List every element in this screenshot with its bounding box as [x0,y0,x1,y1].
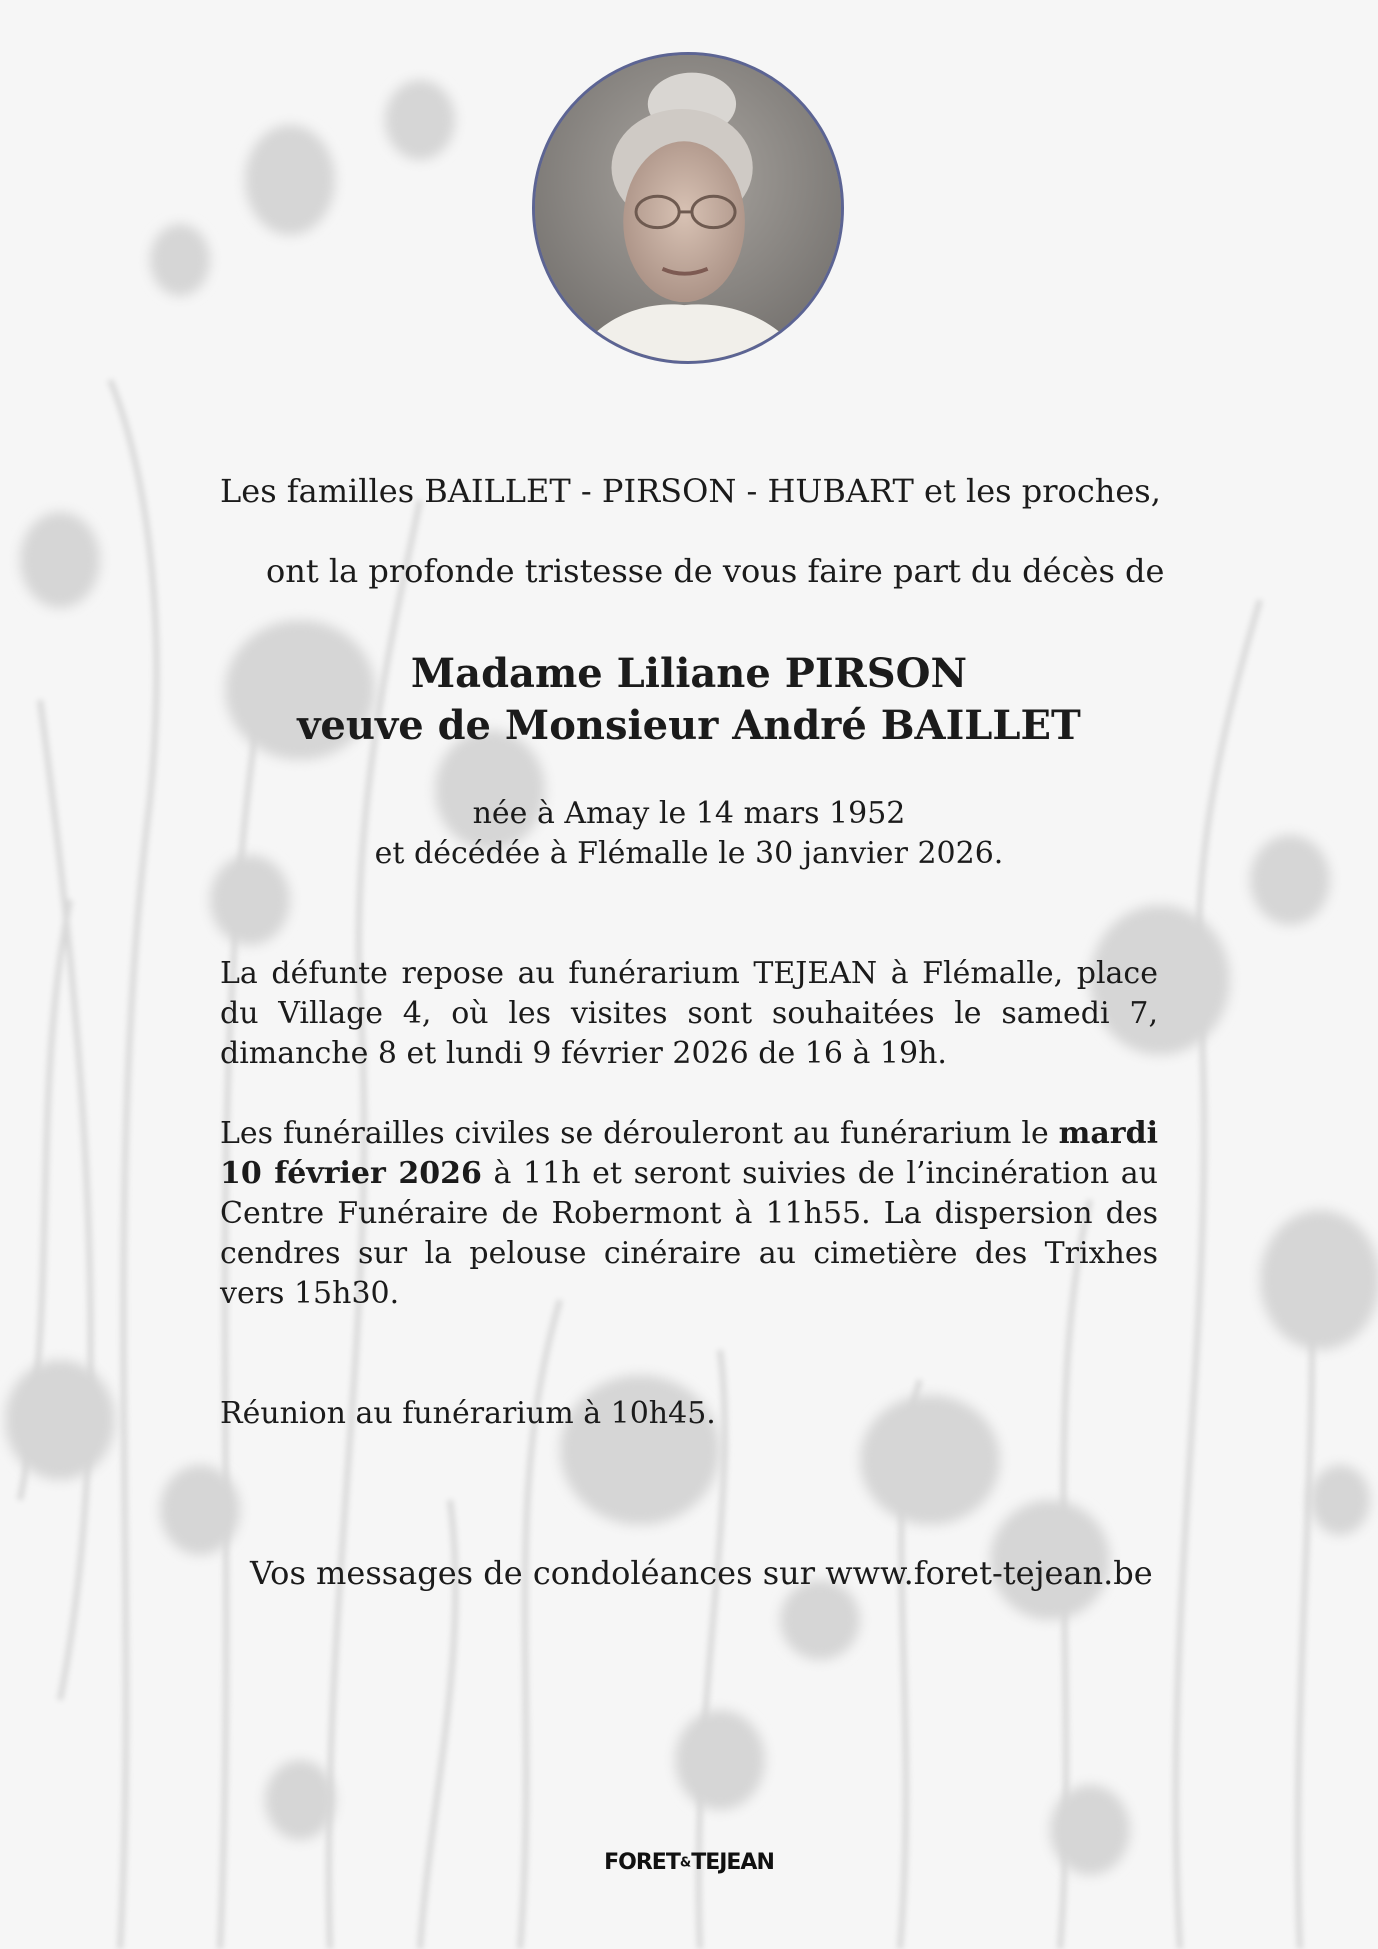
spouse-line: veuve de Monsieur André BAILLET [297,702,1081,749]
logo-right: TEJEAN [691,1850,774,1875]
funeral-date: mardi 10 février 2026 [220,1116,1158,1191]
portrait-photo [532,52,844,364]
logo-left: FORET [604,1850,680,1875]
funeral-text-end: à 11h et seront suivies de l’incinération au Centre Funéraire de Robermont à 11h55. La dispersion des cendres sur la pelouse cinéraire au cimetière des Trixhes vers 15h30. [220,1156,1158,1311]
announcement-line: ont la profonde tristesse de vous faire part du décès de [266,552,1165,590]
deceased-name: Madame Liliane PIRSON [410,650,968,697]
logo-ampersand: & [679,1855,692,1871]
death-line: et décédée à Flémalle le 30 janvier 2026. [374,836,1004,871]
funeral-text-start: Les funérailles civiles se dérouleront au funérarium le [220,1116,1049,1151]
funeral-paragraph [220,1114,1158,1314]
visits-paragraph: La défunte repose au funérarium TEJEAN à Flémalle, place du Village 4, où les visites sont souhaitées le samedi 7, dimanche 8 et lundi 9 février 2026 de 16 à 19h. [220,956,1158,1071]
reunion-line: Réunion au funérarium à 10h45. [220,1396,716,1431]
birth-line: née à Amay le 14 mars 1952 [472,796,906,831]
families-line: Les familles BAILLET - PIRSON - HUBART et les proches, [220,472,1161,510]
foret-tejean-logo [0,1850,1378,1875]
condolences-line: Vos messages de condoléances sur www.foret-tejean.be [250,1554,1153,1592]
